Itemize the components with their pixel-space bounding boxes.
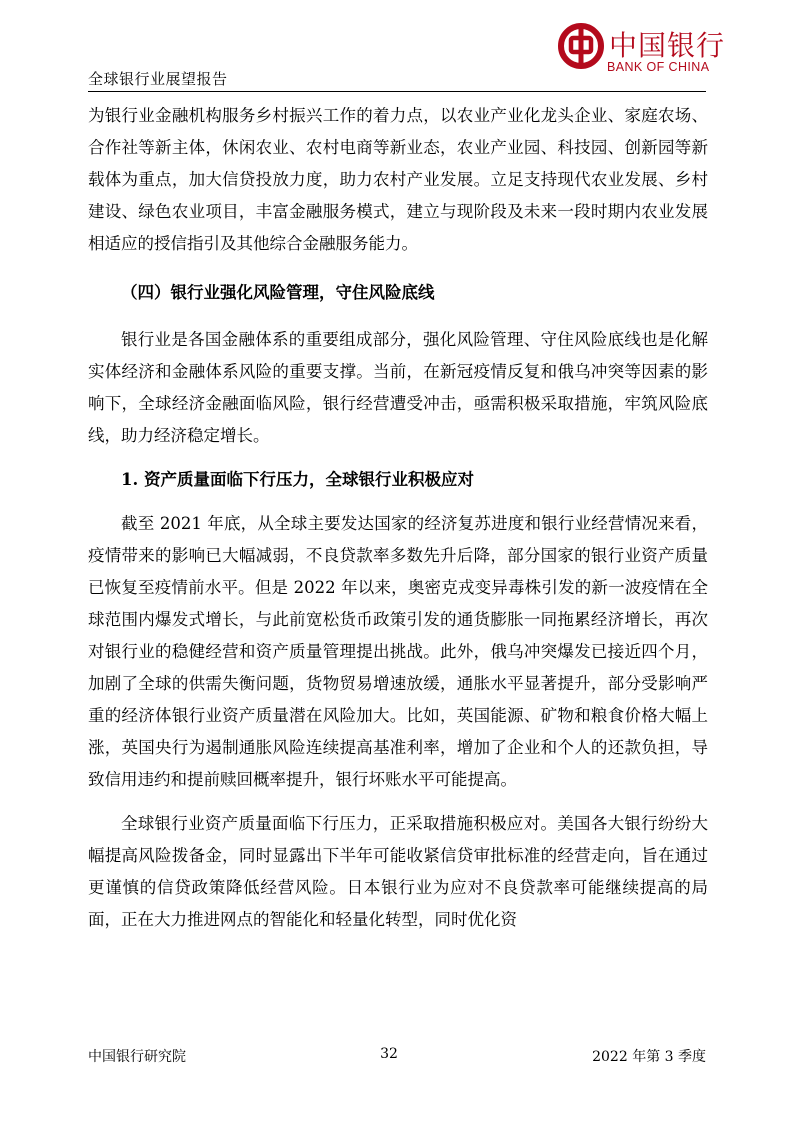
paragraph-rural-revitalization: 为银行业金融机构服务乡村振兴工作的着力点，以农业产业化龙头企业、家庭农场、合作社等新主体，休闲农业、农村电商等新业态，农业产业园、科技园、创新园等新载体为重点，加大信贷投放力度，助力农村产业发展。立足支持现代农业发展、乡村建设、绿色农业项目，丰富金融服务模式，建立与现阶段及未来一段时期内农业发展相适应的授信指引及其他综合金融服务能力。 — [88, 106, 708, 253]
logo-chinese-name: 中国银行 — [609, 29, 726, 62]
header-divider — [88, 91, 706, 92]
section-heading: （四）银行业强化风险管理，守住风险底线 — [121, 283, 435, 302]
paragraph-asset-quality: 截至 2021 年底，从全球主要发达国家的经济复苏进度和银行业经营情况来看，疫情带来的影响已大幅减弱，不良贷款率多数先升后降，部分国家的银行业资产质量已恢复至疫情前水平。但是 2022 年以来，奥密克戎变异毒株引发的新一波疫情在全球范围内爆发式增长，与此前宽松货币政策引发的通货膨胀一同拖累经济增长，再次对银行业的稳健经营和资产质量管理提出挑战。此外，俄乌冲突爆发已接近四个月，加剧了全球的供需失衡问题，货物贸易增速放缓，通胀水平显著提升，部分受影响严重的经济体银行业资产质量潜在风险加大。比如，英国能源、矿物和粮食价格大幅上涨，英国央行为遏制通胀风险连续提高基准利率，增加了企业和个人的还款负担，导致信用违约和提前赎回概率提升，银行坏账水平可能提高。 — [88, 514, 708, 789]
footer-institute: 中国银行研究院 — [88, 1049, 186, 1065]
sub-heading: 1. 资产质量面临下行压力，全球银行业积极应对 — [121, 470, 474, 489]
footer-quarter: 2022 年第 3 季度 — [592, 1049, 706, 1065]
logo-english-name: BANK OF CHINA — [607, 60, 710, 74]
page-number: 32 — [380, 1046, 398, 1062]
paragraph-bank-response: 全球银行业资产质量面临下行压力，正采取措施积极应对。美国各大银行纷纷大幅提高风险拨备金，同时显露出下半年可能收紧信贷审批标准的经营走向，旨在通过更谨慎的信贷政策降低经营风险。日本银行业为应对不良贷款率可能继续提高的局面，正在大力推进网点的智能化和轻量化转型，同时优化资 — [88, 814, 708, 929]
bank-of-china-logo — [557, 22, 726, 82]
bank-of-china-emblem-icon — [557, 22, 605, 70]
page-content — [88, 100, 708, 936]
paragraph-risk-management: 银行业是各国金融体系的重要组成部分，强化风险管理、守住风险底线也是化解实体经济和金融体系风险的重要支撑。当前，在新冠疫情反复和俄乌冲突等因素的影响下，全球经济金融面临风险，银行经营遭受冲击，亟需积极采取措施，牢筑风险底线，助力经济稳定增长。 — [88, 330, 708, 445]
report-title: 全球银行业展望报告 — [88, 70, 228, 88]
page-footer — [88, 1046, 706, 1066]
